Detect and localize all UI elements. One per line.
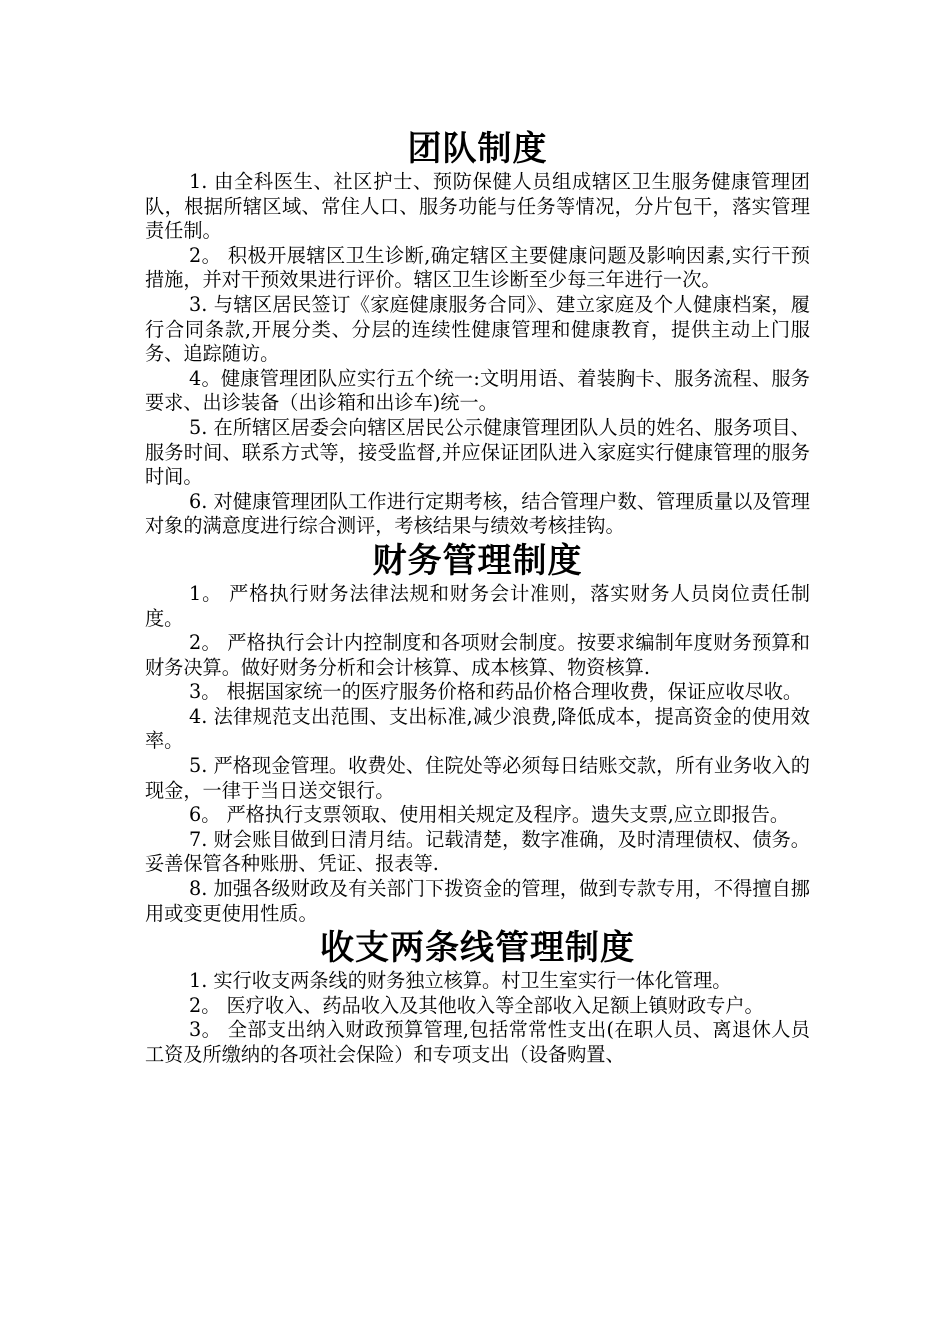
- paragraph: 4。健康管理团队应实行五个统一:文明用语、着装胸卡、服务流程、服务要求、出诊装备（出诊箱和出诊车)统一。: [145, 366, 810, 415]
- document-page: [145, 128, 810, 1068]
- paragraph: 5. 严格现金管理。收费处、住院处等必须每日结账交款，所有业务收入的现金，一律于当日送交银行。: [145, 754, 810, 802]
- paragraph: 6。 严格执行支票领取、使用相关规定及程序。遗失支票,应立即报告。: [189, 803, 790, 827]
- paragraph: 2。 医疗收入、药品收入及其他收入等全部收入足额上镇财政专户。: [189, 993, 764, 1017]
- paragraph: 4. 法律规范支出范围、支出标准,减少浪费,降低成本，提高资金的使用效率。: [145, 704, 810, 753]
- section-income-expense-lines: [145, 927, 810, 1067]
- paragraph: 1. 实行收支两条线的财务独立核算。村卫生室实行一体化管理。: [189, 969, 732, 993]
- paragraph: 5. 在所辖区居委会向辖区居民公示健康管理团队人员的姓名、服务项目、服务时间、联系方式等，接受监督,并应保证团队进入家庭实行健康管理的服务时间。: [145, 415, 810, 489]
- paragraph: 3. 与辖区居民签订《家庭健康服务合同》、建立家庭及个人健康档案，履行合同条款,开展分类、分层的连续性健康管理和健康教育，提供主动上门服务、追踪随访。: [145, 292, 810, 366]
- paragraph: 2。 严格执行会计内控制度和各项财会制度。按要求编制年度财务预算和财务决算。做好财务分析和会计核算、成本核算、物资核算.: [145, 631, 810, 679]
- section-title: 财务管理制度: [372, 540, 583, 581]
- section-title: 收支两条线管理制度: [320, 928, 635, 969]
- paragraph: 8. 加强各级财政及有关部门下拨资金的管理，做到专款专用，不得擅自挪用或变更使用性质。: [145, 877, 810, 925]
- paragraph: 3。 全部支出纳入财政预算管理,包括常常性支出(在职人员、离退休人员工资及所缴纳的各项社会保险）和专项支出（设备购置、: [145, 1018, 810, 1066]
- section-team-system: [145, 128, 810, 539]
- paragraph: 1。 严格执行财务法律法规和财务会计准则，落实财务人员岗位责任制度。: [145, 581, 810, 630]
- section-title: 团队制度: [407, 129, 548, 169]
- paragraph: 7. 财会账目做到日清月结。记载清楚，数字准确，及时清理债权、债务。妥善保管各种账册、凭证、报表等.: [145, 827, 810, 876]
- paragraph: 6. 对健康管理团队工作进行定期考核，结合管理户数、管理质量以及管理对象的满意度进行综合测评，考核结果与绩效考核挂钩。: [145, 489, 810, 538]
- paragraph: 1. 由全科医生、社区护士、预防保健人员组成辖区卫生服务健康管理团队，根据所辖区域、常住人口、服务功能与任务等情况，分片包干，落实管理责任制。: [145, 170, 810, 243]
- section-finance-management: [145, 540, 810, 926]
- paragraph: 2。 积极开展辖区卫生诊断,确定辖区主要健康问题及影响因素,实行干预措施，并对干预效果进行评价。辖区卫生诊断至少每三年进行一次。: [145, 243, 810, 292]
- paragraph: 3。 根据国家统一的医疗服务价格和药品价格合理收费，保证应收尽收。: [189, 680, 803, 704]
